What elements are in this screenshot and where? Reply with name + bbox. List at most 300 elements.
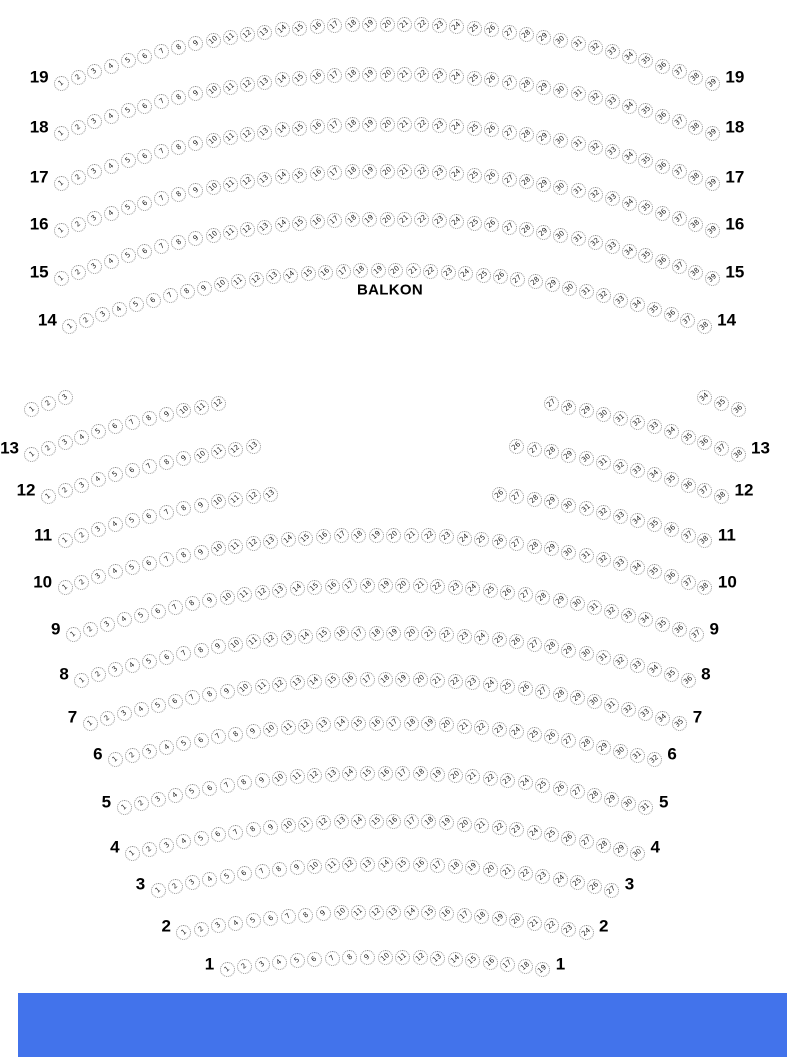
- seat-parterre-row7-5[interactable]: [151, 698, 166, 713]
- seat-balkon-row14-21[interactable]: [406, 263, 421, 278]
- seat-parterre-row1-9[interactable]: [360, 950, 375, 965]
- seat-parterre-row1-19[interactable]: [535, 962, 550, 977]
- seat-parterre-row9-17[interactable]: [342, 578, 357, 593]
- seat-balkon-row19-25[interactable]: [467, 21, 482, 36]
- seat-balkon-row17-18[interactable]: [345, 117, 360, 132]
- seat-parterre-row9-20[interactable]: [395, 578, 410, 593]
- seat-parterre-row11-28[interactable]: [527, 492, 542, 507]
- seat-parterre-row2-21[interactable]: [527, 916, 542, 931]
- seat-balkon-row17-28[interactable]: [519, 127, 534, 142]
- seat-balkon-row18-25[interactable]: [467, 71, 482, 86]
- seat-parterre-row13-35[interactable]: [681, 430, 696, 445]
- seat-balkon-row19-37[interactable]: [672, 64, 687, 79]
- seat-parterre-row5-23[interactable]: [500, 773, 515, 788]
- seat-parterre-row2-11[interactable]: [351, 905, 366, 920]
- seat-balkon-row16-34[interactable]: [622, 196, 637, 211]
- seat-parterre-row5-22[interactable]: [483, 771, 498, 786]
- seat-balkon-row17-7[interactable]: [154, 144, 169, 159]
- seat-parterre-row7-31[interactable]: [604, 698, 619, 713]
- seat-parterre-row13-11[interactable]: [194, 400, 209, 415]
- seat-balkon-row18-6[interactable]: [137, 99, 152, 114]
- seat-parterre-row1-7[interactable]: [325, 951, 340, 966]
- seat-balkon-row15-2[interactable]: [71, 265, 86, 280]
- seat-parterre-row10-11[interactable]: [228, 539, 243, 554]
- seat-parterre-row5-29[interactable]: [604, 792, 619, 807]
- seat-parterre-row3-15[interactable]: [395, 857, 410, 872]
- seat-parterre-row8-17[interactable]: [351, 626, 366, 641]
- seat-parterre-row1-14[interactable]: [448, 952, 463, 967]
- seat-parterre-row4-19[interactable]: [439, 815, 454, 830]
- seat-balkon-row15-8[interactable]: [171, 235, 186, 250]
- seat-parterre-row6-12[interactable]: [298, 719, 313, 734]
- seat-balkon-row18-1[interactable]: [54, 126, 69, 141]
- seat-balkon-row19-4[interactable]: [104, 59, 119, 74]
- seat-balkon-row15-36[interactable]: [655, 254, 670, 269]
- seat-parterre-row13-30[interactable]: [596, 407, 611, 422]
- seat-balkon-row15-26[interactable]: [484, 217, 499, 232]
- seat-parterre-row7-7[interactable]: [185, 690, 200, 705]
- seat-parterre-row12-33[interactable]: [630, 463, 645, 478]
- seat-balkon-row15-18[interactable]: [345, 212, 360, 227]
- seat-parterre-row10-1[interactable]: [58, 580, 73, 595]
- seat-parterre-row13-27[interactable]: [544, 396, 559, 411]
- seat-parterre-row13-34[interactable]: [664, 424, 679, 439]
- seat-parterre-row3-24[interactable]: [553, 872, 568, 887]
- seat-parterre-row9-19[interactable]: [378, 578, 393, 593]
- seat-parterre-row10-7[interactable]: [159, 552, 174, 567]
- seat-parterre-row5-19[interactable]: [430, 767, 445, 782]
- seat-parterre-row13-9[interactable]: [159, 407, 174, 422]
- seat-balkon-row19-9[interactable]: [188, 36, 203, 51]
- seat-parterre-row8-2[interactable]: [91, 667, 106, 682]
- seat-parterre-row10-36[interactable]: [664, 569, 679, 584]
- seat-balkon-row17-33[interactable]: [605, 144, 620, 159]
- seat-balkon-row17-12[interactable]: [240, 127, 255, 142]
- seat-parterre-row1-3[interactable]: [255, 957, 270, 972]
- seat-parterre-row10-9[interactable]: [194, 545, 209, 560]
- seat-parterre-row8-14[interactable]: [298, 629, 313, 644]
- seat-balkon-row16-24[interactable]: [449, 166, 464, 181]
- seat-balkon-row15-30[interactable]: [553, 228, 568, 243]
- seat-parterre-row2-6[interactable]: [263, 911, 278, 926]
- seat-parterre-row3-11[interactable]: [325, 858, 340, 873]
- seat-parterre-row12-10[interactable]: [194, 448, 209, 463]
- seat-parterre-row9-14[interactable]: [290, 581, 305, 596]
- seat-parterre-row11-32[interactable]: [596, 505, 611, 520]
- seat-balkon-row14-18[interactable]: [353, 263, 368, 278]
- seat-parterre-row10-30[interactable]: [561, 545, 576, 560]
- seat-parterre-row1-17[interactable]: [500, 957, 515, 972]
- seat-parterre-row12-32[interactable]: [613, 459, 628, 474]
- seat-parterre-row12-34[interactable]: [647, 467, 662, 482]
- seat-parterre-row12-6[interactable]: [125, 463, 140, 478]
- seat-parterre-row11-3[interactable]: [91, 522, 106, 537]
- seat-balkon-row17-29[interactable]: [536, 130, 551, 145]
- seat-parterre-row11-11[interactable]: [228, 492, 243, 507]
- seat-balkon-row19-5[interactable]: [121, 53, 136, 68]
- seat-parterre-row11-35[interactable]: [647, 517, 662, 532]
- seat-parterre-row6-5[interactable]: [176, 736, 191, 751]
- seat-parterre-row2-13[interactable]: [386, 905, 401, 920]
- seat-parterre-row13-28[interactable]: [561, 400, 576, 415]
- seat-parterre-rowcorner-3[interactable]: [58, 390, 73, 405]
- seat-balkon-row19-29[interactable]: [536, 30, 551, 45]
- seat-parterre-row12-12[interactable]: [228, 442, 243, 457]
- seat-parterre-row13-5[interactable]: [91, 424, 106, 439]
- seat-balkon-row16-31[interactable]: [571, 183, 586, 198]
- seat-parterre-row6-1[interactable]: [108, 752, 123, 767]
- seat-parterre-row4-30[interactable]: [630, 846, 645, 861]
- seat-parterre-row7-27[interactable]: [535, 684, 550, 699]
- seat-parterre-row3-18[interactable]: [448, 859, 463, 874]
- seat-parterre-row4-8[interactable]: [246, 822, 261, 837]
- seat-balkon-row16-30[interactable]: [553, 180, 568, 195]
- seat-balkon-row19-23[interactable]: [432, 18, 447, 33]
- seat-balkon-row17-4[interactable]: [104, 159, 119, 174]
- seat-parterre-row1-13[interactable]: [430, 951, 445, 966]
- seat-parterre-row11-36[interactable]: [664, 522, 679, 537]
- seat-balkon-row14-16[interactable]: [318, 265, 333, 280]
- seat-balkon-row14-22[interactable]: [423, 264, 438, 279]
- seat-parterre-row7-8[interactable]: [202, 687, 217, 702]
- seat-parterre-row12-27[interactable]: [527, 442, 542, 457]
- seat-balkon-row15-6[interactable]: [137, 244, 152, 259]
- seat-parterre-rowcorner-36[interactable]: [731, 402, 746, 417]
- seat-balkon-row17-5[interactable]: [121, 153, 136, 168]
- seat-parterre-row5-14[interactable]: [342, 766, 357, 781]
- seat-parterre-row8-20[interactable]: [404, 626, 419, 641]
- seat-balkon-row18-12[interactable]: [240, 77, 255, 92]
- seat-parterre-row10-34[interactable]: [630, 560, 645, 575]
- seat-parterre-row4-28[interactable]: [596, 838, 611, 853]
- seat-parterre-row1-16[interactable]: [483, 955, 498, 970]
- seat-parterre-row8-16[interactable]: [334, 626, 349, 641]
- seat-parterre-row10-20[interactable]: [386, 528, 401, 543]
- seat-parterre-row5-8[interactable]: [237, 775, 252, 790]
- seat-balkon-row18-31[interactable]: [571, 86, 586, 101]
- seat-balkon-row19-30[interactable]: [553, 33, 568, 48]
- seat-balkon-row16-25[interactable]: [467, 168, 482, 183]
- seat-parterre-row7-17[interactable]: [360, 672, 375, 687]
- seat-parterre-row4-9[interactable]: [263, 820, 278, 835]
- seat-parterre-row4-27[interactable]: [579, 834, 594, 849]
- seat-parterre-row3-1[interactable]: [151, 883, 166, 898]
- seat-parterre-row1-15[interactable]: [465, 953, 480, 968]
- seat-parterre-row5-11[interactable]: [290, 769, 305, 784]
- seat-parterre-row6-9[interactable]: [246, 724, 261, 739]
- seat-balkon-row19-26[interactable]: [484, 22, 499, 37]
- seat-balkon-row18-4[interactable]: [104, 109, 119, 124]
- seat-balkon-row15-11[interactable]: [223, 225, 238, 240]
- seat-parterre-row9-31[interactable]: [587, 600, 602, 615]
- seat-balkon-row14-35[interactable]: [647, 302, 662, 317]
- seat-parterre-row8-15[interactable]: [316, 627, 331, 642]
- seat-parterre-row3-19[interactable]: [465, 860, 480, 875]
- seat-parterre-rowcorner-1[interactable]: [24, 402, 39, 417]
- seat-balkon-row18-23[interactable]: [432, 68, 447, 83]
- seat-parterre-row6-3[interactable]: [142, 744, 157, 759]
- seat-parterre-row9-26[interactable]: [500, 585, 515, 600]
- seat-parterre-row3-4[interactable]: [202, 872, 217, 887]
- seat-parterre-row13-3[interactable]: [58, 435, 73, 450]
- seat-parterre-row6-25[interactable]: [527, 727, 542, 742]
- seat-parterre-row2-9[interactable]: [316, 906, 331, 921]
- seat-parterre-row7-10[interactable]: [237, 681, 252, 696]
- seat-balkon-row14-8[interactable]: [180, 284, 195, 299]
- seat-parterre-row2-5[interactable]: [246, 913, 261, 928]
- seat-balkon-row14-28[interactable]: [528, 274, 543, 289]
- seat-parterre-row4-12[interactable]: [316, 815, 331, 830]
- seat-balkon-row19-18[interactable]: [345, 17, 360, 32]
- seat-parterre-row6-30[interactable]: [613, 744, 628, 759]
- seat-balkon-row14-37[interactable]: [680, 313, 695, 328]
- seat-parterre-row5-30[interactable]: [621, 796, 636, 811]
- seat-balkon-row17-26[interactable]: [484, 122, 499, 137]
- seat-balkon-row14-23[interactable]: [441, 265, 456, 280]
- seat-balkon-row17-3[interactable]: [87, 164, 102, 179]
- seat-balkon-row19-28[interactable]: [519, 27, 534, 42]
- seat-parterre-row13-29[interactable]: [579, 403, 594, 418]
- seat-balkon-row14-5[interactable]: [129, 297, 144, 312]
- seat-balkon-row18-7[interactable]: [154, 94, 169, 109]
- seat-parterre-row9-24[interactable]: [465, 581, 480, 596]
- seat-parterre-row10-8[interactable]: [176, 548, 191, 563]
- seat-parterre-row10-26[interactable]: [492, 534, 507, 549]
- seat-parterre-row7-33[interactable]: [638, 706, 653, 721]
- seat-parterre-row8-10[interactable]: [228, 637, 243, 652]
- seat-parterre-row10-25[interactable]: [474, 532, 489, 547]
- seat-balkon-row15-29[interactable]: [536, 225, 551, 240]
- seat-balkon-row16-21[interactable]: [397, 164, 412, 179]
- seat-balkon-row14-38[interactable]: [697, 319, 712, 334]
- seat-parterre-row8-19[interactable]: [386, 626, 401, 641]
- seat-parterre-row8-8[interactable]: [194, 643, 209, 658]
- seat-parterre-row10-2[interactable]: [74, 575, 89, 590]
- seat-parterre-row4-18[interactable]: [421, 814, 436, 829]
- seat-balkon-row15-3[interactable]: [87, 259, 102, 274]
- seat-parterre-row5-25[interactable]: [535, 778, 550, 793]
- seat-parterre-row11-6[interactable]: [142, 509, 157, 524]
- seat-parterre-row5-31[interactable]: [638, 800, 653, 815]
- seat-balkon-row16-8[interactable]: [171, 187, 186, 202]
- seat-parterre-row4-24[interactable]: [527, 825, 542, 840]
- seat-balkon-row16-20[interactable]: [380, 164, 395, 179]
- seat-parterre-row3-2[interactable]: [168, 879, 183, 894]
- seat-parterre-row9-10[interactable]: [220, 590, 235, 605]
- seat-parterre-row7-29[interactable]: [570, 690, 585, 705]
- seat-parterre-row10-3[interactable]: [91, 569, 106, 584]
- seat-parterre-row7-28[interactable]: [553, 687, 568, 702]
- seat-parterre-row7-2[interactable]: [100, 711, 115, 726]
- seat-balkon-row16-27[interactable]: [502, 172, 517, 187]
- seat-parterre-row2-8[interactable]: [298, 908, 313, 923]
- seat-balkon-row17-10[interactable]: [206, 133, 221, 148]
- seat-parterre-row6-16[interactable]: [369, 716, 384, 731]
- seat-parterre-row4-21[interactable]: [474, 818, 489, 833]
- seat-parterre-row7-24[interactable]: [483, 677, 498, 692]
- seat-balkon-row15-21[interactable]: [397, 212, 412, 227]
- seat-parterre-row8-35[interactable]: [664, 667, 679, 682]
- seat-balkon-row17-21[interactable]: [397, 117, 412, 132]
- seat-parterre-row11-27[interactable]: [509, 489, 524, 504]
- seat-parterre-row11-10[interactable]: [211, 494, 226, 509]
- seat-parterre-row12-35[interactable]: [664, 472, 679, 487]
- seat-parterre-row4-5[interactable]: [194, 831, 209, 846]
- seat-balkon-row18-22[interactable]: [414, 67, 429, 82]
- seat-balkon-row17-23[interactable]: [432, 118, 447, 133]
- seat-balkon-row18-8[interactable]: [171, 90, 186, 105]
- seat-balkon-row17-20[interactable]: [380, 117, 395, 132]
- seat-parterre-row8-18[interactable]: [369, 626, 384, 641]
- seat-parterre-row13-1[interactable]: [24, 447, 39, 462]
- seat-balkon-row15-14[interactable]: [275, 217, 290, 232]
- seat-parterre-row9-9[interactable]: [202, 593, 217, 608]
- seat-balkon-row16-12[interactable]: [240, 174, 255, 189]
- seat-balkon-row18-21[interactable]: [397, 67, 412, 82]
- seat-parterre-row5-13[interactable]: [325, 767, 340, 782]
- seat-parterre-row7-1[interactable]: [83, 716, 98, 731]
- seat-parterre-row5-9[interactable]: [255, 773, 270, 788]
- seat-balkon-row19-22[interactable]: [414, 17, 429, 32]
- seat-parterre-row9-36[interactable]: [672, 622, 687, 637]
- seat-parterre-row11-2[interactable]: [74, 528, 89, 543]
- seat-parterre-row8-25[interactable]: [492, 632, 507, 647]
- seat-parterre-row1-4[interactable]: [272, 955, 287, 970]
- seat-parterre-row6-17[interactable]: [386, 716, 401, 731]
- seat-parterre-row13-6[interactable]: [108, 419, 123, 434]
- seat-parterre-row3-3[interactable]: [185, 875, 200, 890]
- seat-parterre-row6-20[interactable]: [439, 717, 454, 732]
- seat-parterre-row8-11[interactable]: [246, 634, 261, 649]
- seat-balkon-row18-13[interactable]: [257, 75, 272, 90]
- seat-balkon-row18-5[interactable]: [121, 103, 136, 118]
- seat-parterre-row12-11[interactable]: [211, 444, 226, 459]
- seat-balkon-row17-35[interactable]: [638, 153, 653, 168]
- seat-parterre-row8-28[interactable]: [544, 639, 559, 654]
- seat-balkon-row14-17[interactable]: [336, 264, 351, 279]
- seat-parterre-row11-1[interactable]: [58, 533, 73, 548]
- seat-parterre-row6-10[interactable]: [263, 722, 278, 737]
- seat-balkon-row14-6[interactable]: [146, 293, 161, 308]
- seat-balkon-row15-19[interactable]: [362, 212, 377, 227]
- seat-balkon-row18-11[interactable]: [223, 80, 238, 95]
- seat-parterre-row1-12[interactable]: [413, 950, 428, 965]
- seat-balkon-row16-37[interactable]: [672, 211, 687, 226]
- seat-balkon-row14-1[interactable]: [62, 319, 77, 334]
- seat-parterre-row8-34[interactable]: [647, 662, 662, 677]
- seat-balkon-row17-2[interactable]: [71, 170, 86, 185]
- seat-parterre-row7-19[interactable]: [395, 672, 410, 687]
- seat-balkon-row19-24[interactable]: [449, 19, 464, 34]
- seat-parterre-row3-22[interactable]: [518, 866, 533, 881]
- seat-parterre-row12-38[interactable]: [714, 489, 729, 504]
- seat-parterre-row6-13[interactable]: [316, 717, 331, 732]
- seat-parterre-row4-3[interactable]: [159, 838, 174, 853]
- seat-balkon-row19-36[interactable]: [655, 59, 670, 74]
- seat-balkon-row18-38[interactable]: [688, 120, 703, 135]
- seat-parterre-row8-30[interactable]: [579, 646, 594, 661]
- seat-balkon-row19-12[interactable]: [240, 27, 255, 42]
- seat-parterre-row8-22[interactable]: [439, 627, 454, 642]
- seat-parterre-row11-7[interactable]: [159, 505, 174, 520]
- seat-balkon-row15-25[interactable]: [467, 216, 482, 231]
- seat-parterre-row9-11[interactable]: [237, 587, 252, 602]
- seat-parterre-row4-17[interactable]: [404, 814, 419, 829]
- seat-parterre-row5-16[interactable]: [378, 766, 393, 781]
- seat-parterre-row5-7[interactable]: [220, 778, 235, 793]
- seat-balkon-row14-30[interactable]: [562, 281, 577, 296]
- seat-balkon-row17-17[interactable]: [327, 118, 342, 133]
- seat-parterre-row10-37[interactable]: [681, 575, 696, 590]
- seat-parterre-row6-29[interactable]: [596, 740, 611, 755]
- seat-parterre-row10-22[interactable]: [421, 528, 436, 543]
- seat-parterre-row9-35[interactable]: [655, 617, 670, 632]
- seat-parterre-row2-2[interactable]: [194, 922, 209, 937]
- seat-parterre-row12-29[interactable]: [561, 448, 576, 463]
- seat-balkon-row19-10[interactable]: [206, 33, 221, 48]
- seat-balkon-row19-39[interactable]: [705, 76, 720, 91]
- seat-balkon-row19-7[interactable]: [154, 44, 169, 59]
- seat-parterre-row10-31[interactable]: [579, 548, 594, 563]
- seat-balkon-row19-13[interactable]: [257, 25, 272, 40]
- seat-parterre-row8-6[interactable]: [159, 650, 174, 665]
- seat-parterre-row5-21[interactable]: [465, 769, 480, 784]
- seat-balkon-row16-35[interactable]: [638, 200, 653, 215]
- seat-parterre-row3-14[interactable]: [378, 857, 393, 872]
- seat-parterre-row2-16[interactable]: [439, 906, 454, 921]
- seat-parterre-row12-26[interactable]: [509, 439, 524, 454]
- seat-balkon-row18-18[interactable]: [345, 67, 360, 82]
- seat-parterre-row3-21[interactable]: [500, 864, 515, 879]
- seat-parterre-row5-17[interactable]: [395, 766, 410, 781]
- seat-parterre-row13-4[interactable]: [74, 430, 89, 445]
- seat-parterre-row12-13[interactable]: [246, 439, 261, 454]
- seat-balkon-row19-21[interactable]: [397, 17, 412, 32]
- seat-parterre-row4-23[interactable]: [509, 822, 524, 837]
- seat-balkon-row15-9[interactable]: [188, 231, 203, 246]
- seat-balkon-row19-35[interactable]: [638, 53, 653, 68]
- seat-parterre-row5-26[interactable]: [553, 781, 568, 796]
- seat-parterre-row7-15[interactable]: [325, 673, 340, 688]
- seat-balkon-row16-32[interactable]: [588, 187, 603, 202]
- seat-balkon-row15-23[interactable]: [432, 213, 447, 228]
- seat-parterre-row3-20[interactable]: [483, 862, 498, 877]
- seat-parterre-row7-16[interactable]: [342, 672, 357, 687]
- seat-parterre-row2-17[interactable]: [457, 908, 472, 923]
- seat-balkon-row16-6[interactable]: [137, 196, 152, 211]
- seat-parterre-row8-29[interactable]: [561, 643, 576, 658]
- seat-balkon-row18-39[interactable]: [705, 126, 720, 141]
- seat-balkon-row15-37[interactable]: [672, 259, 687, 274]
- seat-parterre-row9-22[interactable]: [430, 579, 445, 594]
- seat-parterre-row11-12[interactable]: [246, 489, 261, 504]
- seat-balkon-row18-36[interactable]: [655, 109, 670, 124]
- seat-parterre-row10-23[interactable]: [439, 529, 454, 544]
- seat-parterre-row6-18[interactable]: [404, 716, 419, 731]
- seat-parterre-row7-3[interactable]: [117, 706, 132, 721]
- seat-parterre-row4-15[interactable]: [369, 814, 384, 829]
- seat-parterre-row6-32[interactable]: [647, 752, 662, 767]
- seat-parterre-row7-35[interactable]: [672, 716, 687, 731]
- seat-balkon-row18-10[interactable]: [206, 83, 221, 98]
- seat-parterre-row6-14[interactable]: [334, 716, 349, 731]
- seat-balkon-row17-25[interactable]: [467, 121, 482, 136]
- seat-balkon-row16-33[interactable]: [605, 191, 620, 206]
- seat-balkon-row18-24[interactable]: [449, 69, 464, 84]
- seat-parterre-row13-33[interactable]: [647, 419, 662, 434]
- seat-parterre-row3-16[interactable]: [413, 857, 428, 872]
- seat-parterre-row10-32[interactable]: [596, 552, 611, 567]
